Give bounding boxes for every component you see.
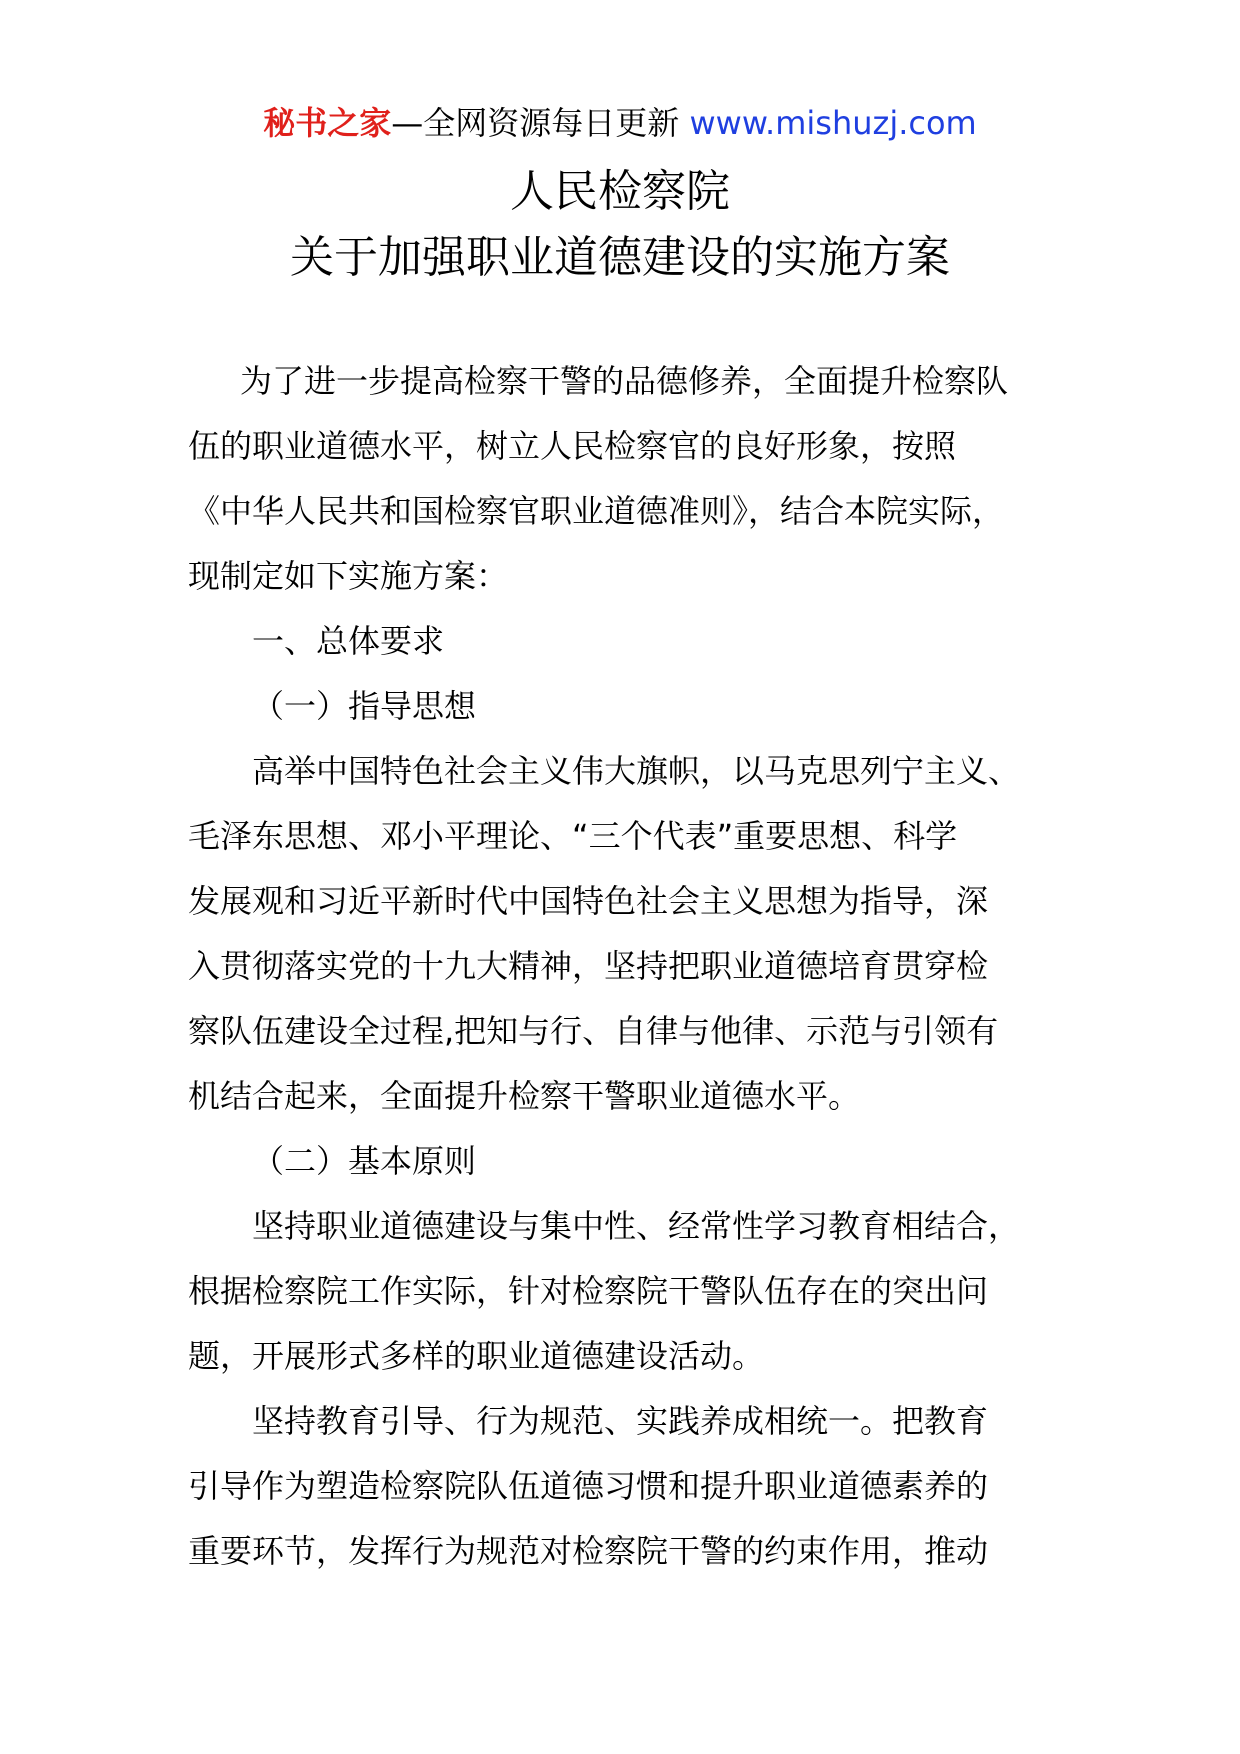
body-line: 入贯彻落实党的十九大精神，坚持把职业道德培育贯穿检 [188, 947, 989, 985]
banner-tagline: —全网资源每日更新 [391, 104, 680, 142]
document-body [188, 358, 1060, 1593]
brand-name: 秘书之家 [263, 104, 392, 142]
site-url-link[interactable]: www.mishuzj.com [689, 104, 977, 142]
body-line: 发展观和习近平新时代中国特色社会主义思想为指导，深 [188, 882, 989, 920]
body-line: 现制定如下实施方案： [188, 557, 509, 595]
body-line: 为了进一步提高检察干警的品德修养，全面提升检察队 [240, 362, 1009, 400]
body-line: 伍的职业道德水平，树立人民检察官的良好形象，按照 [188, 427, 957, 465]
body-line: 坚持教育引导、行为规范、实践养成相统一。把教育 [252, 1402, 989, 1440]
body-line: 毛泽东思想、邓小平理论、“三个代表”重要思想、科学 [188, 817, 958, 855]
body-line: 根据检察院工作实际，针对检察院干警队伍存在的突出问 [188, 1272, 989, 1310]
body-line: 察队伍建设全过程,把知与行、自律与他律、示范与引领有 [188, 1012, 999, 1050]
body-line: 引导作为塑造检察院队伍道德习惯和提升职业道德素养的 [188, 1467, 989, 1505]
body-line: 坚持职业道德建设与集中性、经常性学习教育相结合， [252, 1207, 1021, 1245]
body-line: 重要环节，发挥行为规范对检察院干警的约束作用，推动 [188, 1532, 989, 1570]
document-title-line-1: 人民检察院 [510, 166, 730, 217]
section-heading: 一、总体要求 [252, 622, 445, 660]
body-line: 机结合起来，全面提升检察干警职业道德水平。 [188, 1077, 861, 1115]
body-line: 题，开展形式多样的职业道德建设活动。 [188, 1337, 765, 1375]
subsection-heading: （一）指导思想 [252, 687, 477, 725]
document-title-line-2: 关于加强职业道德建设的实施方案 [290, 232, 950, 283]
site-banner [0, 100, 1240, 146]
subsection-heading: （二）基本原则 [252, 1142, 477, 1180]
body-line: 《中华人民共和国检察官职业道德准则》，结合本院实际， [188, 492, 1005, 530]
body-line: 高举中国特色社会主义伟大旗帜，以马克思列宁主义、 [252, 752, 1021, 790]
